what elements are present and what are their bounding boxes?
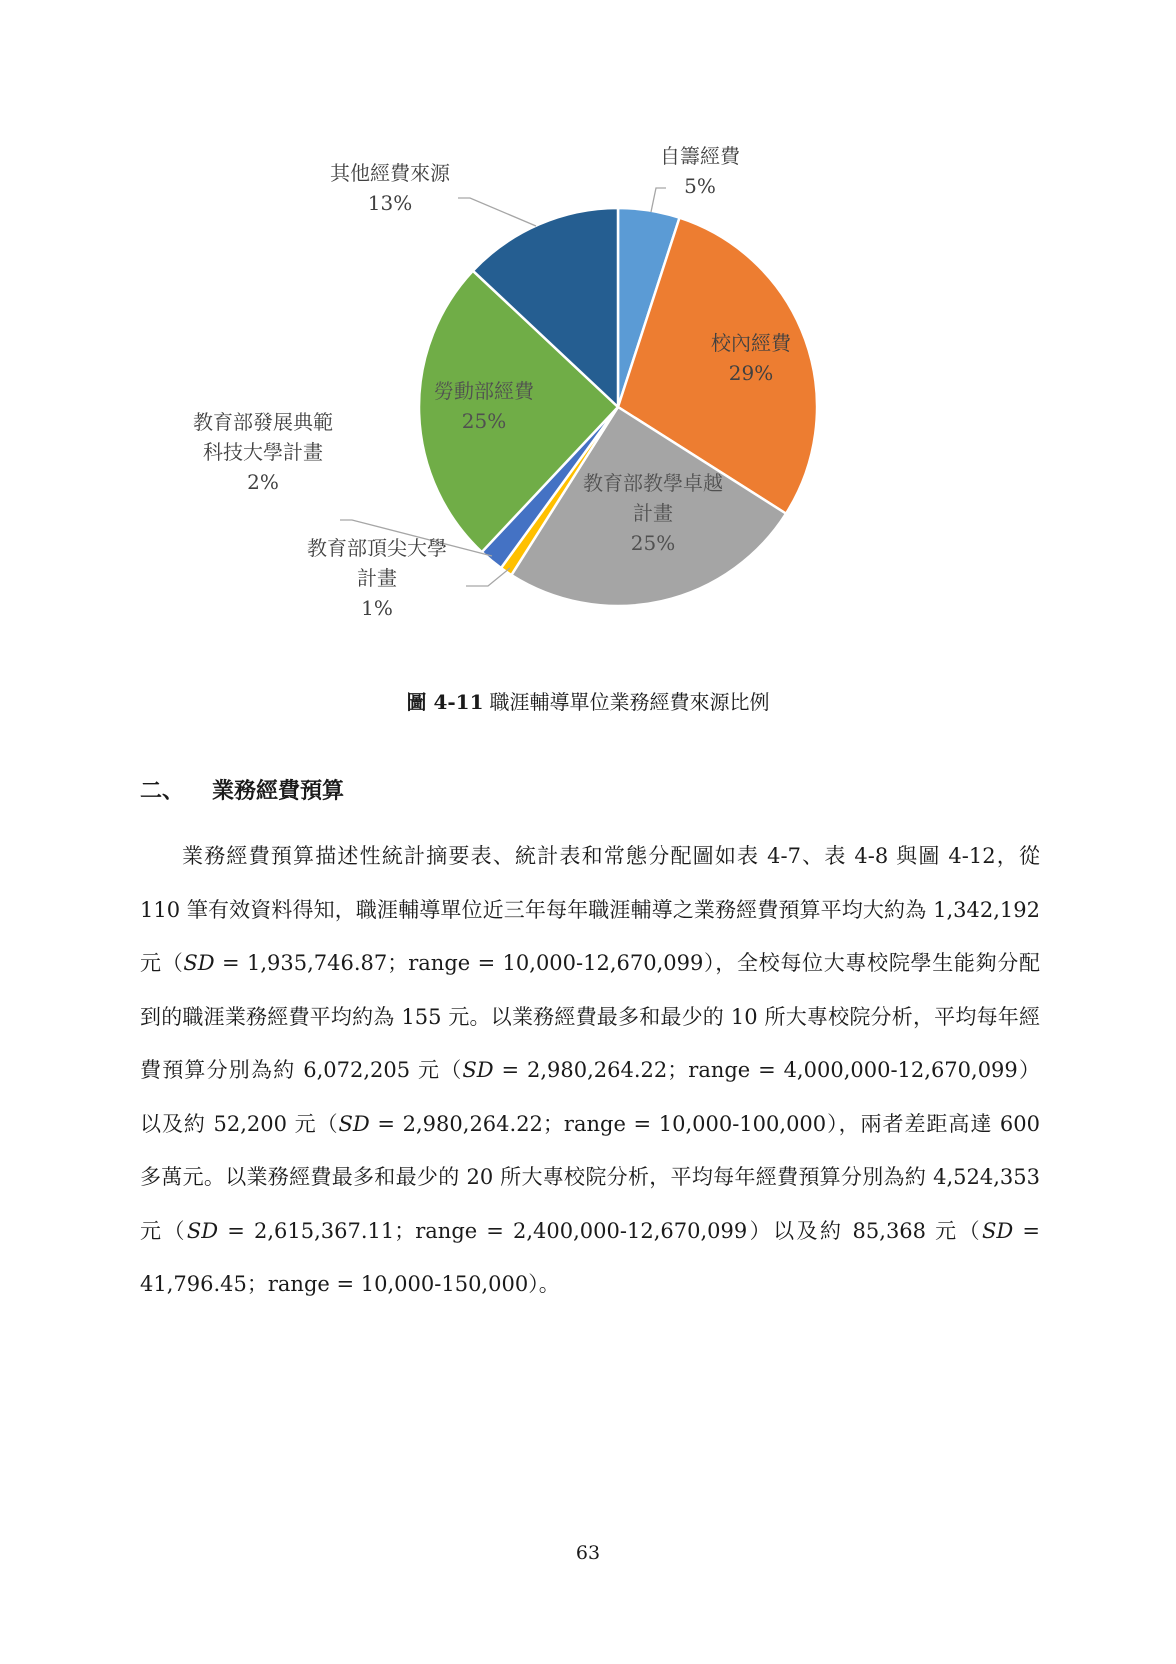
slice-label: 教育部頂尖大學計畫 1% bbox=[307, 536, 447, 620]
section-title: 業務經費預算 bbox=[212, 778, 345, 804]
section-heading bbox=[140, 774, 344, 805]
figure-title: 職涯輔導單位業務經費來源比例 bbox=[489, 690, 770, 714]
paragraph-text-1: 業務經費預算描述性統計摘要表、統計表和常態分配圖如表 4-7、表 4-8 與圖 4-12，從 110 筆有效資料得知，職涯輔導單位近三年每年職涯輔導之業務經費預算平均大約為 1,342,192 元（ bbox=[140, 844, 1040, 975]
pie-chart bbox=[0, 0, 1176, 660]
slice-label: 勞動部經費 25% bbox=[434, 379, 534, 433]
leader-line bbox=[458, 198, 536, 226]
slice-label: 教育部教學卓越計畫 25% bbox=[583, 471, 723, 555]
section-number: 二、 bbox=[140, 778, 185, 804]
paragraph-text-4: = 2,980,264.22；range = 10,000-100,000），兩者差距高達 600 多萬元。以業務經費最多和最少的 20 所大專校院分析，平均每年經費預算分別為約 4,524,353 元（ bbox=[140, 1111, 1040, 1243]
figure-caption bbox=[0, 686, 1176, 715]
slice-label: 自籌經費 5% bbox=[660, 144, 740, 198]
paragraph-text-3: = 2,980,264.22；range = 4,000,000-12,670,099）以及約 52,200 元（ bbox=[140, 1058, 1040, 1136]
slice-label: 教育部發展典範科技大學計畫 2% bbox=[193, 410, 333, 494]
sd-symbol: SD bbox=[183, 951, 215, 975]
body-paragraph bbox=[140, 830, 1040, 1312]
sd-symbol: SD bbox=[462, 1058, 494, 1082]
paragraph-text-5: = 2,615,367.11；range = 2,400,000-12,670,099）以及約 85,368 元（ bbox=[218, 1218, 983, 1243]
sd-symbol: SD bbox=[186, 1218, 219, 1243]
paragraph-text-2: = 1,935,746.87；range = 10,000-12,670,099），全校每位大專校院學生能夠分配到的職涯業務經費平均約為 155 元。以業務經費最多和最少的 10 所大專校院分析，平均每年經費預算分別為約 6,072,205 元（ bbox=[140, 951, 1041, 1082]
leader-line bbox=[651, 188, 666, 212]
page-number: 63 bbox=[575, 1542, 601, 1564]
slice-label: 校內經費 29% bbox=[711, 331, 791, 385]
sd-symbol: SD bbox=[338, 1111, 370, 1136]
paragraph-text-6: = 41,796.45；range = 10,000-150,000）。 bbox=[140, 1218, 1040, 1296]
slice-label: 其他經費來源 13% bbox=[330, 161, 450, 215]
sd-symbol: SD bbox=[982, 1218, 1014, 1243]
figure-number: 圖 4-11 bbox=[406, 690, 484, 714]
